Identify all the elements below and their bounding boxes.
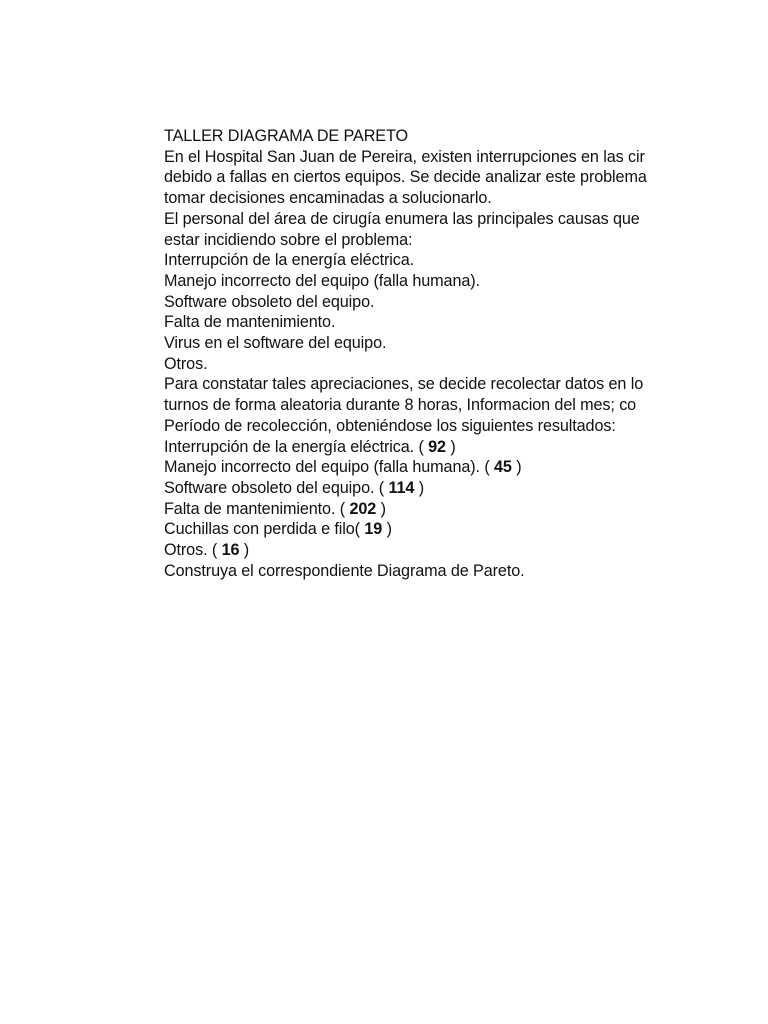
- result-suffix: ): [382, 520, 392, 539]
- result-suffix: ): [445, 437, 456, 456]
- result-value: 114: [388, 478, 415, 497]
- intro-line: debido a fallas en ciertos equipos. Se decide analizar este problema: [164, 168, 647, 187]
- cause-item: Software obsoleto del equipo.: [164, 292, 375, 311]
- intro-line: En el Hospital San Juan de Pereira, existen interrupciones en las cir: [164, 147, 645, 166]
- result-row: [164, 437, 704, 458]
- closing-instruction: Construya el correspondiente Diagrama de Pareto.: [164, 561, 525, 580]
- result-value: 19: [364, 520, 383, 539]
- result-value: 45: [494, 458, 512, 477]
- result-suffix: ): [376, 499, 386, 518]
- result-row: [164, 457, 704, 478]
- collection-line: Período de recolección, obteniéndose los siguientes resultados:: [164, 416, 616, 435]
- result-value: 92: [428, 437, 446, 456]
- cause-item: Virus en el software del equipo.: [164, 334, 387, 353]
- intro-line: El personal del área de cirugía enumera las principales causas que: [164, 209, 640, 228]
- result-label: Software obsoleto del equipo. (: [164, 478, 389, 497]
- result-label: Otros. (: [164, 541, 222, 560]
- intro-line: tomar decisiones encaminadas a solucionarlo.: [164, 189, 492, 208]
- result-label: Cuchillas con perdida e filo(: [164, 520, 365, 539]
- cause-item: Falta de mantenimiento.: [164, 313, 336, 332]
- result-label: Falta de mantenimiento. (: [164, 499, 350, 518]
- result-label: Interrupción de la energía eléctrica. (: [164, 437, 429, 456]
- result-suffix: ): [414, 478, 424, 497]
- result-value: 16: [221, 541, 240, 560]
- cause-item: Otros.: [164, 354, 208, 373]
- cause-item: Manejo incorrecto del equipo (falla humana).: [164, 271, 480, 290]
- collection-line: turnos de forma aleatoria durante 8 horas, Informacion del mes; co: [164, 396, 637, 415]
- result-row: [164, 478, 704, 499]
- collection-line: Para constatar tales apreciaciones, se decide recolectar datos en lo: [164, 375, 644, 394]
- document-body: [164, 126, 704, 581]
- intro-line: estar incidiendo sobre el problema:: [164, 230, 413, 249]
- result-row: [164, 499, 704, 520]
- document-title: TALLER DIAGRAMA DE PARETO: [164, 127, 408, 145]
- result-row: [164, 540, 704, 561]
- result-suffix: ): [511, 458, 522, 477]
- cause-item: Interrupción de la energía eléctrica.: [164, 251, 415, 270]
- result-label: Manejo incorrecto del equipo (falla humana). (: [164, 458, 495, 477]
- result-suffix: ): [239, 541, 250, 560]
- result-value: 202: [349, 499, 377, 518]
- result-row: [164, 519, 704, 540]
